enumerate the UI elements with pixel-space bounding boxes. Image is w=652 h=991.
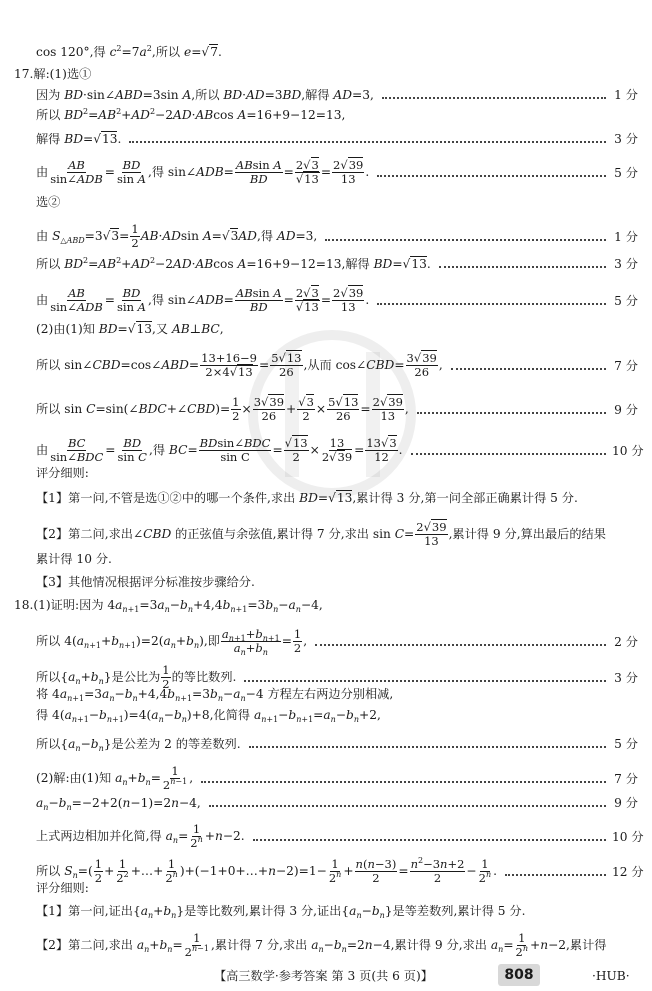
solution-line: 所以 sin C=sin(∠BDC+∠CBD)= $\frac{1}{2}$ × $\frac{3√39}{26}$ + $\frac{√3}{2}$ × $\frac{5√13}{26}$ = $\frac{2√39}{13}$ , 9 分 (36, 395, 638, 423)
rubric-heading: 评分细则: (36, 466, 89, 480)
score: 3 分 (614, 257, 638, 271)
solution-line: 由 BC sin∠BDC = $\frac{BD}{\text{sin C}}$ ,得 BC= BDsin∠BDC sin C = $\frac{√13}{2}$ × $\frac{13}{2√39}$ = $\frac{13√3}{12}$ . 10 分 (36, 436, 644, 464)
solution-line: (2)解:由(1)知 $a_n+b_n=$ $\frac{1}{2^{n-1}}$ , 7 分 (36, 764, 638, 792)
rubric-heading: 评分细则: (36, 881, 89, 895)
rubric-item: 【1】第一问,不管是选①②中的哪一个条件,求出 BD=√13,累计得 3 分,第一问全部正确累计得 5 分. (36, 491, 578, 505)
solution-line: 所以 $4(a_{n+1}+b_{n+1})=2(a_n+b_n)$,即 $\frac{a_{n+1}+b_{n+1}}{a_n+b_n}$ = $\frac{1}{2}$ , 2 分 (36, 627, 638, 657)
rubric-item: 【2】第二问,求出∠CBD 的正弦值与余弦值,累计得 7 分,求出 sin C= $\frac{2√39}{13}$ ,累计得 9 分,算出最后的结果 (36, 520, 606, 548)
rubric-item: 【3】其他情况根据评分标准按步骤给分. (36, 575, 255, 589)
q18-heading: 18.(1)证明:因为 $4a_{n+1}=3a_n-b_n+4,4b_{n+1}=3b_n-a_n-4$, (14, 598, 323, 614)
score: 5 分 (614, 737, 638, 751)
rubric-item: 累计得 10 分. (36, 552, 112, 566)
solution-line: 由 AB sin∠ADB = $\frac{BD}{\text{sin A}}$ ,得 sin∠ADB= $\frac{\text{ABsin A}}{BD}$ = $\frac{2√3}{√13}$ = $\frac{2√39}{13}$ . 5 分 (36, 286, 638, 314)
solution-line: $a_n-b_n=-2+2(n-1)=2n-4$, 9 分 (36, 795, 638, 812)
footer-text: 【高三数学·参考答案 第 3 页(共 6 页)】 (214, 969, 433, 983)
solution-line: 所以 sin∠CBD=cos∠ABD= $\frac{13+16-9}{2\times 4√13}$ = $\frac{5√13}{26}$ ,从而 cos∠CBD= $\frac{3√39}{26}$ , 7 分 (36, 351, 638, 379)
solution-line: 所以 $BD^2=AB^2+AD^2-2AD\cdot ABcos$ A=16+9−12=13, (36, 107, 346, 122)
top-line: cos 120°,得 $c^2=7a^2$,所以 e=√7. (36, 44, 222, 59)
score: 12 分 (612, 865, 644, 879)
page-badge: 808 (498, 964, 540, 986)
score: 7 分 (614, 772, 638, 786)
score: 5 分 (614, 166, 638, 180)
score: 1 分 (614, 230, 638, 244)
score: 7 分 (614, 359, 638, 373)
solution-line: 由 $S_{\triangle ABD}=3√3=$ $\frac{1}{2}$ AB·ADsin A=√3AD,得 AD=3, 1 分 (36, 222, 638, 250)
option-2-heading: 选② (36, 195, 61, 209)
rubric-item: 【1】第一问,证出$\{a_n+b_n\}$是等比数列,累计得 3 分,证出$\{a_n-b_n\}$是等差数列,累计得 5 分. (36, 904, 526, 920)
solution-line: 将 $4a_{n+1}=3a_n-b_n+4,4b_{n+1}=3b_n-a_n-4$ 方程左右两边分别相减, (36, 687, 394, 703)
solution-line: 所以 $S_n=$( $\frac{1}{2}$ + $\frac{1}{2^2}$ +…+ $\frac{1}{2^n}$ )+(−1+0+…+n−2)=1− $\frac{1}{2^n}$ + $\frac{n(n-3)}{2}$ = $\frac{n^2-3n+2}{2}$ − $\frac{1}{2^n}$ . 12 分 (36, 856, 644, 885)
score: 9 分 (614, 403, 638, 417)
score: 1 分 (614, 88, 638, 102)
solution-line: 所以$\{a_n-b_n\}$是公差为 2 的等差数列. 5 分 (36, 737, 638, 753)
solution-line: 得 $4(a_{n+1}-b_{n+1})=4(a_n-b_n)+8$,化简得 $a_{n+1}-b_{n+1}=a_n-b_n+2$, (36, 708, 381, 724)
footer-code: ·HUB· (592, 969, 630, 983)
rubric-item: 【2】第二问,求出 $a_n+b_n=$ $\frac{1}{2^{n-1}}$ ,累计得 7 分,求出 $a_n-b_n=2n-4$,累计得 9 分,求出 $a_n=$ $\frac{1}{2^n}$ +n−2,累计得 (36, 931, 607, 959)
solution-line: 由 AB sin∠ADB = $\frac{BD}{\text{sin A}}$ ,得 sin∠ADB= $\frac{\text{ABsin A}}{BD}$ = $\frac{2√3}{√13}$ = $\frac{2√39}{13}$ . 5 分 (36, 158, 638, 186)
q17-heading: 17.解:(1)选① (14, 67, 92, 81)
solution-line: 所以 $BD^2=AB^2+AD^2-2AD\cdot ABcos$ A=16+9−12=13,解得 BD=√13. 3 分 (36, 256, 638, 271)
score: 2 分 (614, 635, 638, 649)
solution-line: 所以$\{a_n+b_n\}$是公比为 $\frac{1}{2}$ 的等比数列. 3 分 (36, 663, 638, 691)
score: 3 分 (614, 671, 638, 685)
solution-line: 因为 BD·sin∠ABD=3sin A,所以 BD·AD=3BD,解得 AD=3, 1 分 (36, 88, 638, 102)
score: 10 分 (612, 830, 644, 844)
solution-line: 解得 BD=√13. 3 分 (36, 132, 638, 146)
score: 3 分 (614, 132, 638, 146)
score: 5 分 (614, 294, 638, 308)
score: 10 分 (612, 444, 644, 458)
solution-line: 上式两边相加并化简,得 $a_n=$ $\frac{1}{2^n}$ +n−2. 10 分 (36, 822, 644, 850)
part2-heading: (2)由(1)知 BD=√13,又 AB⊥BC, (36, 322, 224, 336)
score: 9 分 (614, 796, 638, 810)
